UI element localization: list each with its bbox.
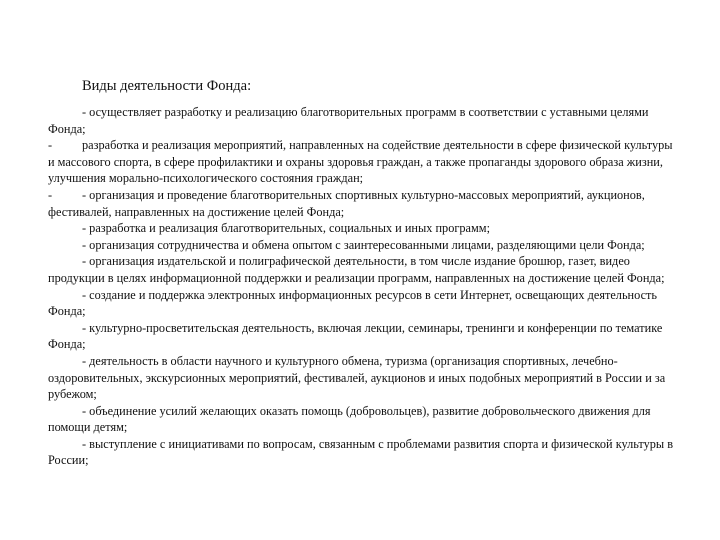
activity-item-2: [48, 137, 674, 187]
activity-item-5: [48, 237, 674, 254]
activity-item-text: - разработка и реализация благотворительных, социальных и иных программ;: [82, 221, 490, 236]
activity-item-text: - деятельность в области научного и культурного обмена, туризма (организация спортивных, лечебно-оздоровительных, экскурсионных мероприятий, фестивалей, аукционов и иных подобных мероприятий в России и за рубежом;: [48, 353, 666, 402]
document-page: [48, 78, 674, 469]
activity-item-text: - культурно-просветительская деятельность, включая лекции, семинары, тренинги и конференции по тематике Фонда;: [48, 320, 663, 352]
activity-item-8: [48, 320, 674, 353]
activity-item-10: [48, 403, 674, 436]
activity-item-7: [48, 287, 674, 320]
activity-item-text: - организация и проведение благотворительных спортивных культурно-массовых мероприятий, аукционов, фестивалей, направленных на достижение целей Фонда;: [48, 187, 645, 219]
activity-item-1: [48, 104, 674, 137]
activity-item-4: [48, 220, 674, 237]
activity-item-11: [48, 436, 674, 469]
activity-item-text: разработка и реализация мероприятий, направленных на содействие деятельности в сфере физической культуры и массового спорта, в сфере профилактики и охраны здоровья граждан, а также пропаганды здорового образа жизни, улучшения морально-психологического состояния граждан;: [48, 138, 673, 186]
activity-item-text: - организация издательской и полиграфической деятельности, в том числе издание брошюр, газет, видео продукции в целях информационной поддержки и реализации программ, направленных на достижение целей Фонда;: [48, 254, 665, 285]
activity-item-text: - выступление с инициативами по вопросам, связанным с проблемами развития спорта и физической культуры в России;: [48, 436, 674, 468]
activity-item-text: - создание и поддержка электронных информационных ресурсов в сети Интернет, освещающих деятельность Фонда;: [48, 287, 658, 319]
activity-item-3: [48, 187, 674, 220]
activity-item-marker: -: [48, 187, 53, 202]
activity-item-6: [48, 253, 674, 286]
activity-item-text: - осуществляет разработку и реализацию благотворительных программ в соответствии с уставными целями Фонда;: [48, 105, 649, 136]
activity-item-9: [48, 353, 674, 403]
document-title: Виды деятельности Фонда:: [82, 78, 252, 94]
activity-item-marker: -: [48, 138, 53, 153]
activity-item-text: - объединение усилий желающих оказать помощь (добровольцев), развитие добровольческого движения для помощи детям;: [48, 403, 651, 435]
activity-item-text: - организация сотрудничества и обмена опытом с заинтересованными лицами, разделяющими цели Фонда;: [82, 237, 645, 252]
